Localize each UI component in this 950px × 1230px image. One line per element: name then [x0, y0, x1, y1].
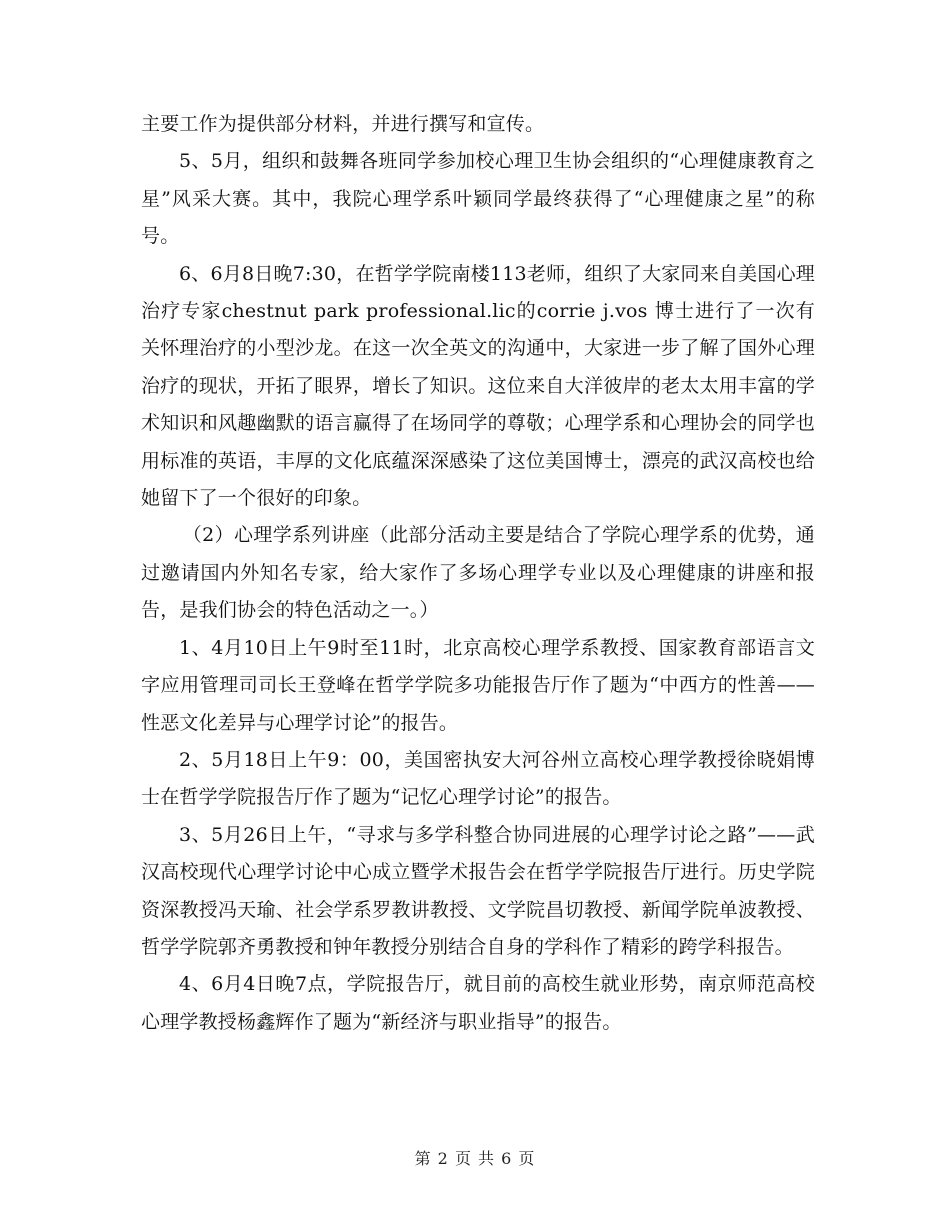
paragraph-continuation: 主要工作为提供部分材料，并进行撰写和宣传。: [141, 113, 545, 135]
paragraph-lecture-3: 3、5月26日上午，“寻求与多学科整合协同进展的心理学讨论之路”——武汉高校现代心理学讨论中心成立暨学术报告会在哲学学院报告厅进行。历史学院资深教授冯天瑜、社会学系罗教讲教授、文学院昌切教授、新闻学院单波教授、哲学学院郭齐勇教授和钟年教授分别结合自身的学科作了精彩的跨学科报告。: [141, 823, 815, 958]
paragraph-item-5: 5、5月，组织和鼓舞各班同学参加校心理卫生协会组织的“心理健康教育之星”风采大赛。其中，我院心理学系叶颖同学最终获得了“心理健康之星”的称号。: [141, 150, 815, 248]
page-number-label: 第 2 页 共 6 页: [414, 1149, 536, 1168]
paragraph-lecture-4: 4、6月4日晚7点，学院报告厅，就目前的高校生就业形势，南京师范高校心理学教授杨鑫辉作了题为“新经济与职业指导”的报告。: [141, 973, 815, 1033]
document-body: [141, 106, 815, 1041]
section-heading-lectures: （2）心理学系列讲座（此部分活动主要是结合了学院心理学系的优势，通过邀请国内外知名专家，给大家作了多场心理学专业以及心理健康的讲座和报告，是我们协会的特色活动之一。）: [141, 524, 815, 622]
paragraph-lecture-2: 2、5月18日上午9：00，美国密执安大河谷州立高校心理学教授徐晓娟博士在哲学学院报告厅作了题为“记忆心理学讨论”的报告。: [141, 748, 815, 809]
page-footer: [0, 1146, 950, 1169]
paragraph-item-6: 6、6月8日晚7:30，在哲学学院南楼113老师，组织了大家同来自美国心理治疗专家chestnut park professional.lic的corrie j.vos 博士进行了一次有关怀理治疗的小型沙龙。在这一次全英文的沟通中，大家进一步了解了国外心理治疗的现状，开拓了眼界，增长了知识。这位来自大洋彼岸的老太太用丰富的学术知识和风趣幽默的语言赢得了在场同学的尊敬；心理学系和心理协会的同学也用标准的英语，丰厚的文化底蕴深深感染了这位美国博士，漂亮的武汉高校也给她留下了一个很好的印象。: [141, 262, 815, 510]
paragraph-lecture-1: 1、4月10日上午9时至11时，北京高校心理学系教授、国家教育部语言文字应用管理司司长王登峰在哲学学院多功能报告厅作了题为“中西方的性善——性恶文化差异与心理学讨论”的报告。: [141, 636, 815, 734]
